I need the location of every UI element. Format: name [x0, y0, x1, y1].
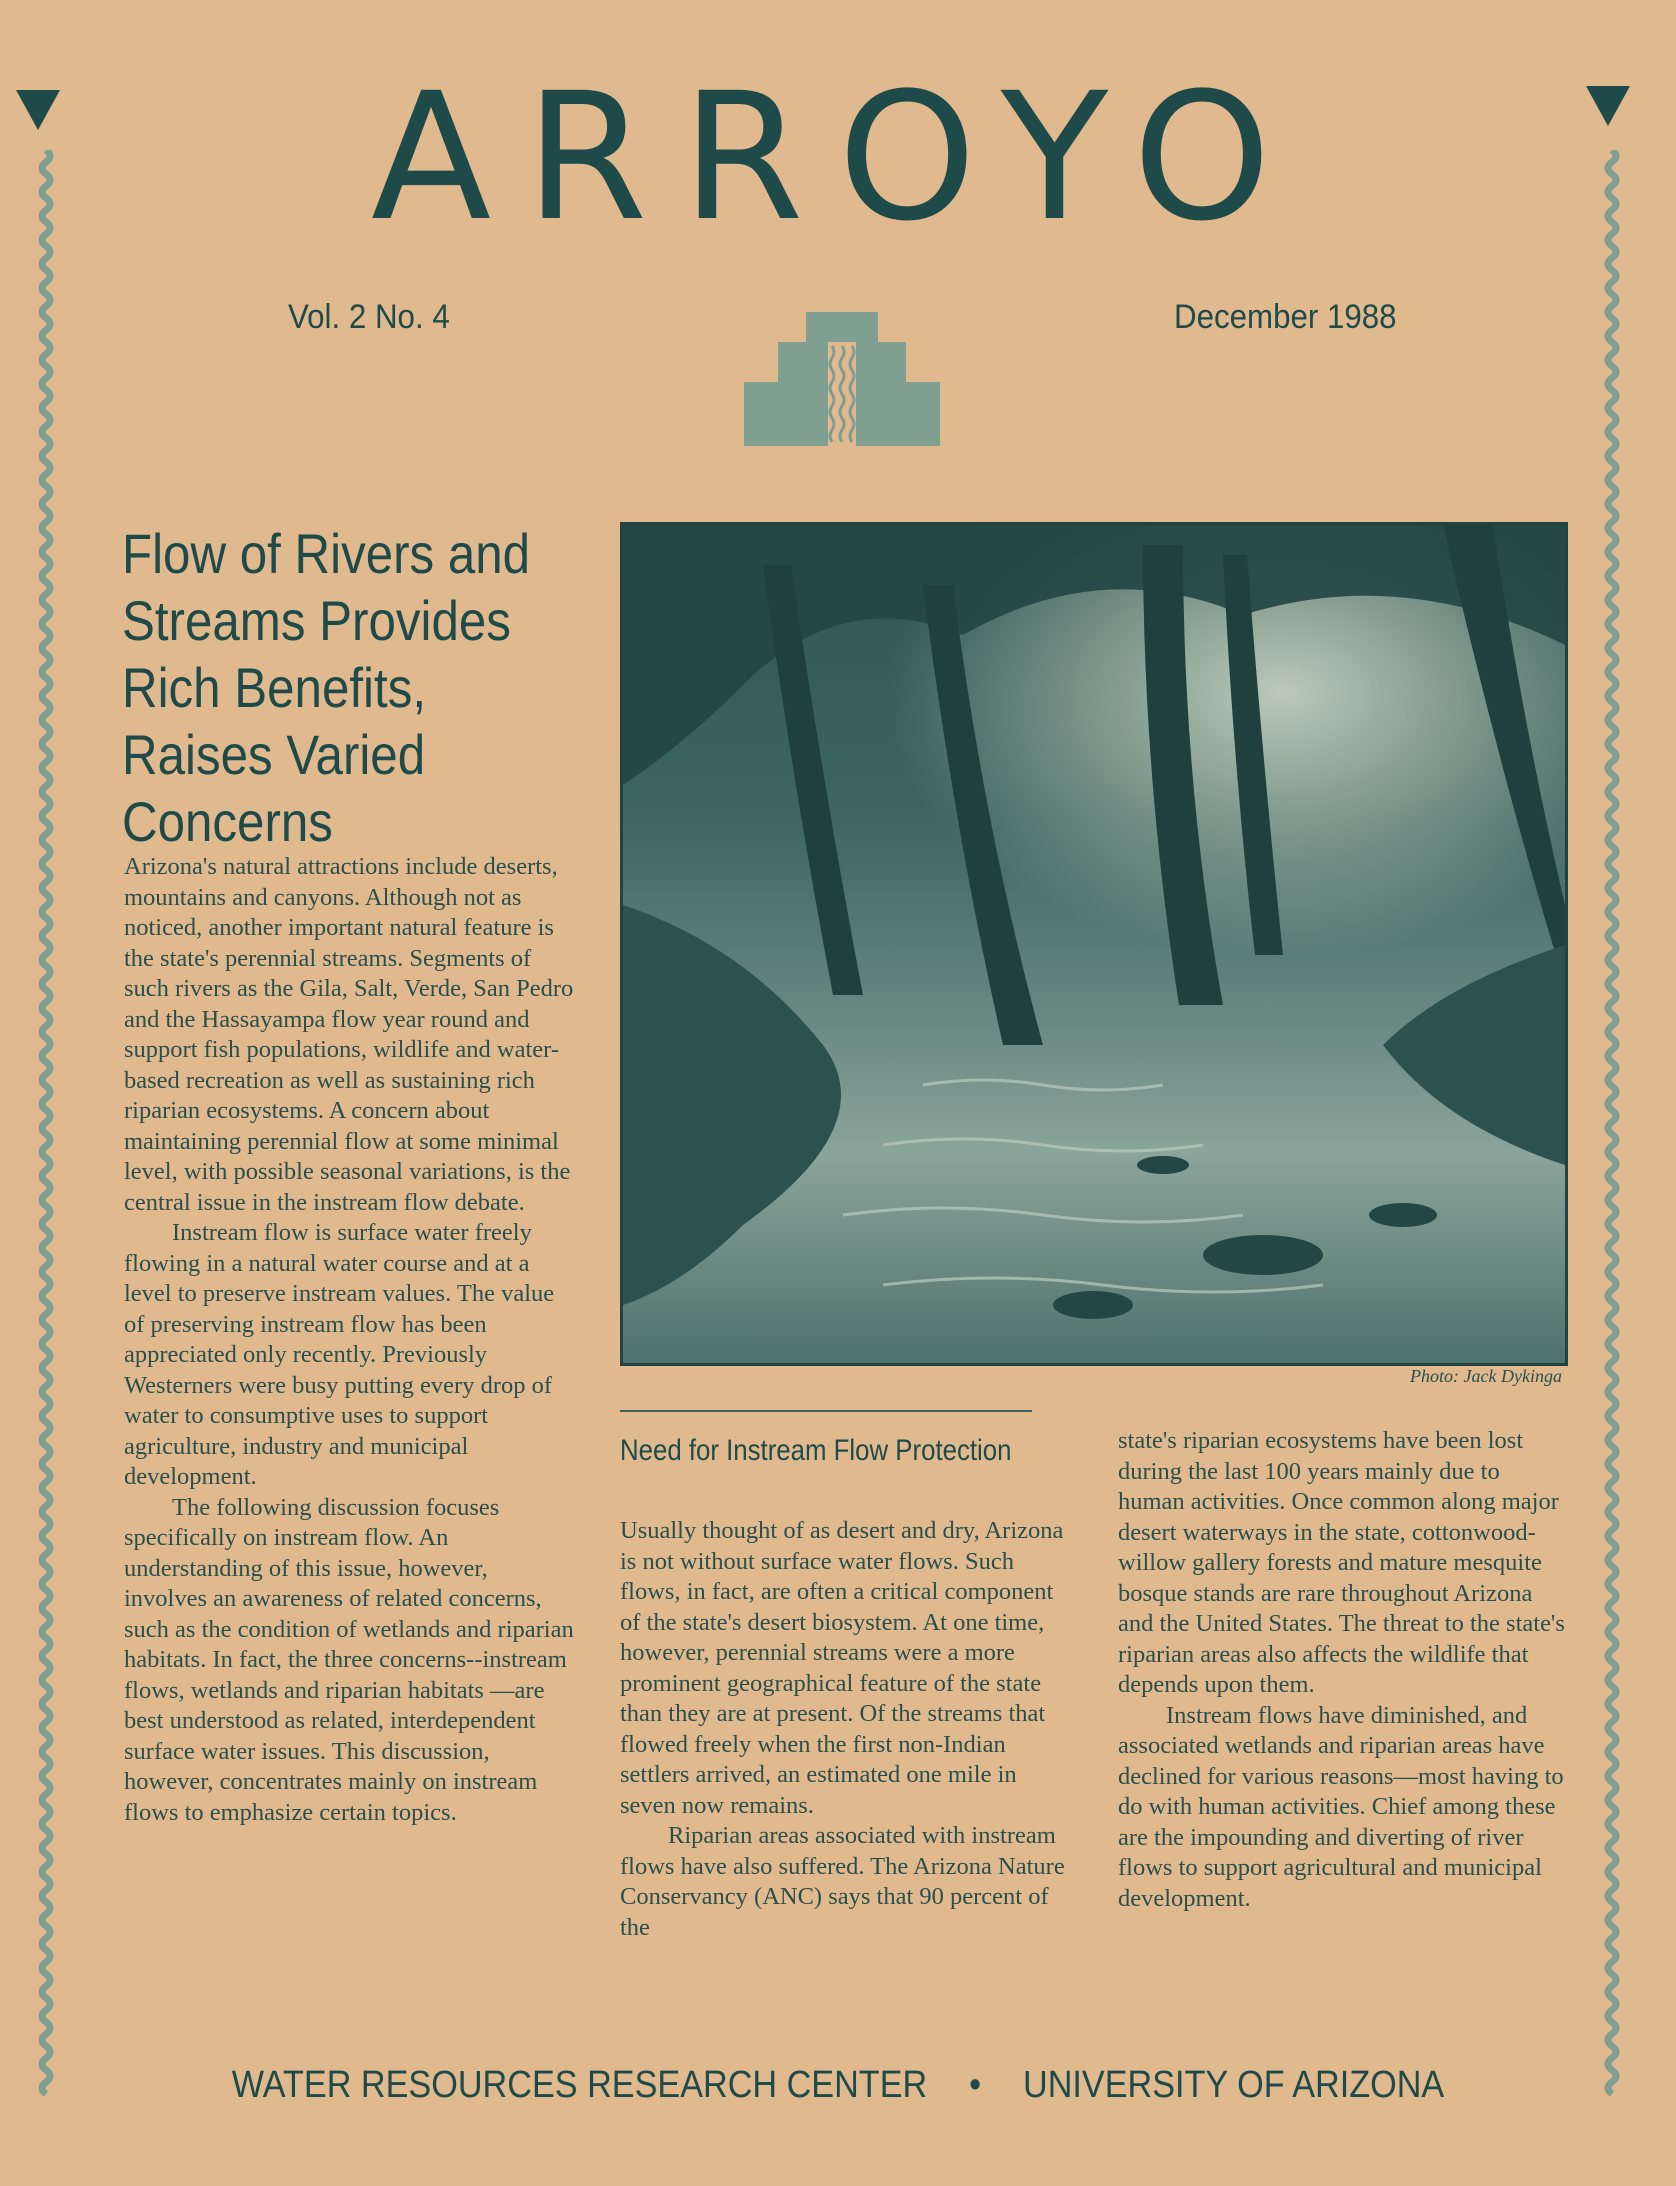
- column-1-paragraph: Instream flow is surface water freely flowing in a natural water course and at a level to preserve instream values. The value of preserving instream flow has been appreciated only recently. Previously Westerners were busy putting every drop of water to consumptive uses to support agriculture, industry and municipal development.: [124, 1219, 555, 1490]
- section-divider: [620, 1410, 1032, 1412]
- photo-caption-credit: Jack Dykinga: [1463, 1366, 1562, 1386]
- right-wavy-border: [1600, 150, 1624, 2110]
- column-1-paragraph: Arizona's natural attractions include deserts, mountains and canyons. Although not as noticed, another important natural feature is the state's perennial streams. Segments of such rivers as the Gila, Salt, Verde, San Pedro and the Hassayampa flow year round and support fish populations, wildlife and water-based recreation as well as sustaining rich riparian ecosystems. A concern about maintaining perennial flow at some minimal level, with possible seasonal variations, is the central issue in the instream flow debate.: [124, 853, 574, 1216]
- article-column-3: [1118, 1426, 1568, 1914]
- masthead-title: ARROYO: [370, 55, 1306, 260]
- river-photo: [620, 522, 1568, 1366]
- column-2-paragraph: Usually thought of as desert and dry, Arizona is not without surface water flows. Such flows, in fact, are often a critical component of the state's desert biosystem. At one time, however, perennial streams were a more prominent geographical feature of the state than they are at present. Of the streams that flowed freely when the first non-Indian settlers arrived, an estimated one mile in seven now remains.: [620, 1517, 1064, 1819]
- stepped-logo: [744, 312, 940, 448]
- article-column-1: [124, 852, 574, 1828]
- footer: [84, 2064, 1592, 2107]
- footer-university: UNIVERSITY OF ARIZONA: [1023, 2064, 1445, 2106]
- article-headline: Flow of Rivers and Streams Provides Rich Benefits, Raises Varied Concerns: [122, 522, 531, 853]
- issue-date: December 1988: [1174, 298, 1397, 336]
- left-wavy-border: [34, 150, 58, 2110]
- column-2-paragraph: Riparian areas associated with instream flows have also suffered. The Arizona Nature Conservancy (ANC) says that 90 percent of the: [620, 1822, 1065, 1941]
- article-column-2: [620, 1516, 1070, 1943]
- section-subhead: Need for Instream Flow Protection: [620, 1434, 1012, 1467]
- column-1-paragraph: The following discussion focuses specifically on instream flow. An understanding of this issue, however, involves an awareness of related concerns, such as the condition of wetlands and riparian habitats. In fact, the three concerns--instream flows, wetlands and riparian habitats —are best understood as related, interdependent surface water issues. This discussion, however, concentrates mainly on instream flows to emphasize certain topics.: [124, 1493, 574, 1826]
- photo-caption-label: Photo:: [1410, 1366, 1460, 1386]
- column-3-paragraph: state's riparian ecosystems have been lost during the last 100 years mainly due to human activities. Once common along major desert waterways in the state, cottonwood-willow gallery forests and mature mesquite bosque stands are rare throughout Arizona and the United States. The threat to the state's riparian areas also affects the wildlife that depends upon them.: [1118, 1427, 1565, 1698]
- photo-caption: [1340, 1366, 1562, 1387]
- footer-separator: •: [969, 2064, 982, 2106]
- column-3-paragraph: Instream flows have diminished, and associated wetlands and riparian areas have declined for various reasons—most having to do with human activities. Chief among these are the impounding and diverting of river flows to support agricultural and municipal development.: [1118, 1701, 1564, 1912]
- issue-volume: Vol. 2 No. 4: [288, 298, 450, 336]
- footer-organization: WATER RESOURCES RESEARCH CENTER: [231, 2064, 928, 2106]
